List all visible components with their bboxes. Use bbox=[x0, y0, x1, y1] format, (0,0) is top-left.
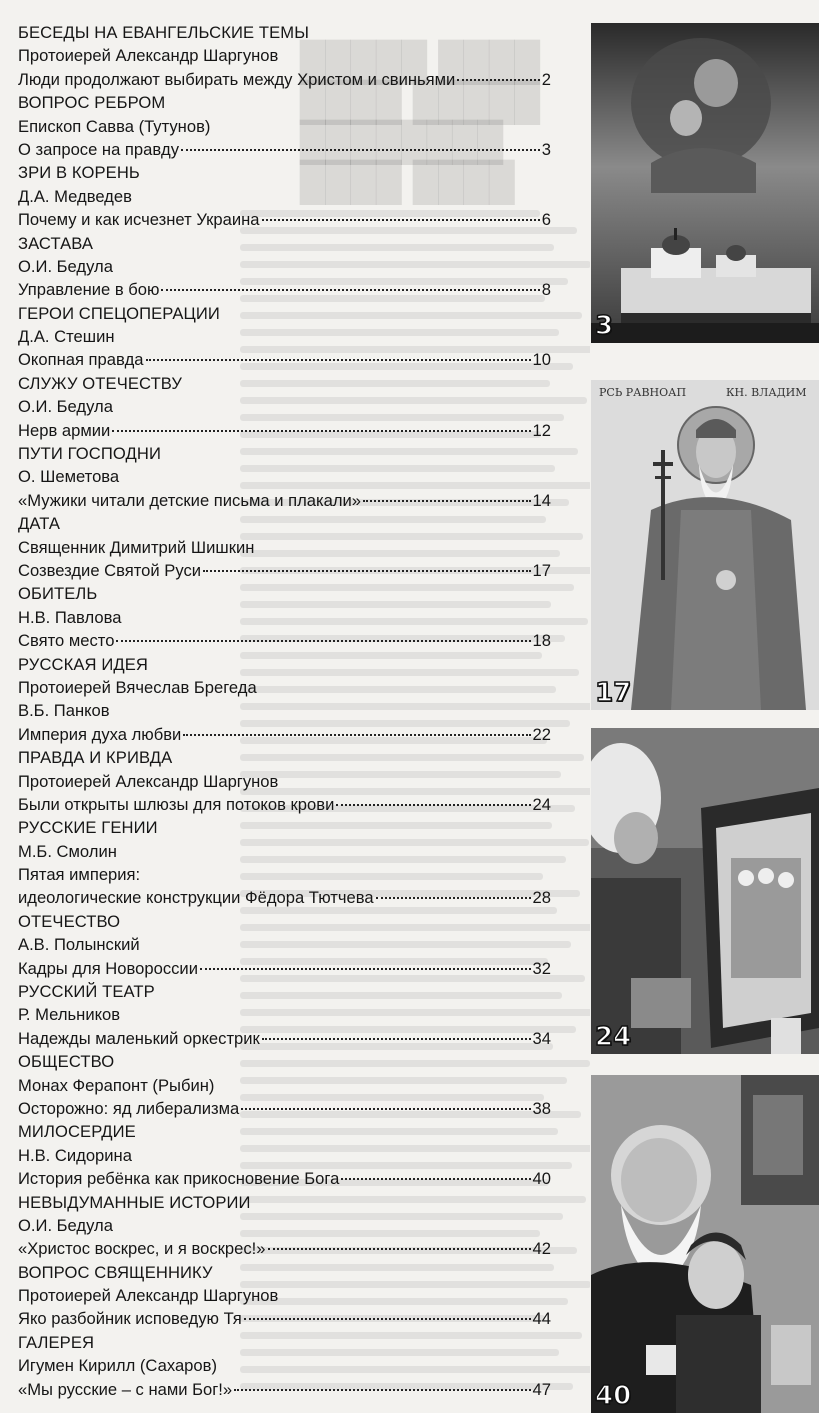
toc-entry[interactable] bbox=[18, 1378, 551, 1401]
toc-entry[interactable] bbox=[18, 1167, 551, 1190]
toc-author: О.И. Бедула bbox=[18, 1215, 113, 1235]
dot-leader bbox=[363, 499, 530, 502]
toc-entry-title: История ребёнка как прикосновение Бога bbox=[18, 1169, 340, 1189]
icon-caption-left: РСЬ РАВНОАП bbox=[599, 386, 687, 399]
toc-author: М.Б. Смолин bbox=[18, 841, 117, 861]
toc-section-heading: ВОПРОС РЕБРОМ bbox=[18, 93, 166, 113]
photo-monastery[interactable] bbox=[591, 23, 819, 343]
dot-leader bbox=[376, 896, 531, 899]
dot-leader bbox=[112, 429, 530, 432]
dot-leader bbox=[146, 358, 531, 361]
toc-entry[interactable] bbox=[18, 348, 551, 371]
toc-section-heading: ОТЕЧЕСТВО bbox=[18, 911, 121, 931]
icon-caption-right: КН. ВЛАДИМ bbox=[726, 386, 807, 399]
toc-entry-title: О запросе на правду bbox=[18, 139, 179, 159]
photo-priest-with-boy[interactable] bbox=[591, 1075, 819, 1413]
toc-author: Епископ Савва (Тутунов) bbox=[18, 116, 211, 136]
dot-leader bbox=[234, 1388, 530, 1391]
toc-section-heading: ПРАВДА И КРИВДА bbox=[18, 748, 173, 768]
toc-author: Протоиерей Александр Шаргунов bbox=[18, 46, 279, 66]
toc-author: Протоиерей Александр Шаргунов bbox=[18, 1286, 279, 1306]
toc-entry-title: Люди продолжают выбирать между Христом и свиньями bbox=[18, 69, 456, 89]
toc-section-heading: ЗАСТАВА bbox=[18, 233, 94, 253]
toc-entry-title: Империя духа любви bbox=[18, 724, 182, 744]
toc-section-heading: РУССКАЯ ИДЕЯ bbox=[18, 654, 148, 674]
photo-saint-vladimir[interactable] bbox=[591, 380, 819, 710]
toc-entry-title: Осторожно: яд либерализма bbox=[18, 1098, 240, 1118]
toc-author: Д.А. Медведев bbox=[18, 186, 132, 206]
dot-leader bbox=[341, 1177, 530, 1180]
toc-section-heading: ОБЩЕСТВО bbox=[18, 1052, 115, 1072]
dot-leader bbox=[336, 803, 530, 806]
toc-page-number: 10 bbox=[532, 350, 551, 370]
toc-entry[interactable] bbox=[18, 1027, 551, 1050]
toc-entry[interactable] bbox=[18, 559, 551, 582]
toc-author: О.И. Бедула bbox=[18, 397, 113, 417]
toc-entry[interactable] bbox=[18, 1237, 551, 1260]
toc-entry-title: Окопная правда bbox=[18, 350, 144, 370]
toc-entry[interactable] bbox=[18, 886, 551, 909]
toc-section-heading: СЛУЖУ ОТЕЧЕСТВУ bbox=[18, 373, 183, 393]
toc-entry[interactable] bbox=[18, 957, 551, 980]
toc-author: А.В. Полынский bbox=[18, 935, 140, 955]
toc-entry[interactable] bbox=[18, 793, 551, 816]
toc-page-number: 8 bbox=[541, 280, 551, 300]
toc-section-heading: ГЕРОИ СПЕЦОПЕРАЦИИ bbox=[18, 303, 220, 323]
toc-page-number: 22 bbox=[532, 724, 551, 744]
toc-entry[interactable] bbox=[18, 278, 551, 301]
toc-section-heading: МИЛОСЕРДИЕ bbox=[18, 1122, 136, 1142]
dot-leader bbox=[161, 288, 539, 291]
toc-page-number: 34 bbox=[532, 1028, 551, 1048]
toc-page-number: 32 bbox=[532, 958, 551, 978]
toc-entry-title: «Мы русские – с нами Бог!» bbox=[18, 1379, 233, 1399]
dot-leader bbox=[268, 1247, 531, 1250]
dot-leader bbox=[241, 1107, 530, 1110]
photo-page-number: 3 bbox=[595, 311, 614, 341]
dot-leader bbox=[262, 1037, 531, 1040]
toc-entry-title: Свято место bbox=[18, 631, 115, 651]
toc-author: Протоиерей Вячеслав Брегеда bbox=[18, 677, 257, 697]
toc-entry[interactable] bbox=[18, 208, 551, 231]
toc-page-number: 18 bbox=[532, 631, 551, 651]
toc-entry-title: Нерв армии bbox=[18, 420, 111, 440]
toc-author: Игумен Кирилл (Сахаров) bbox=[18, 1356, 217, 1376]
toc-page-number: 14 bbox=[532, 490, 551, 510]
toc-author: Священник Димитрий Шишкин bbox=[18, 537, 255, 557]
toc-entry[interactable] bbox=[18, 489, 551, 512]
table-of-contents bbox=[18, 21, 551, 1401]
dot-leader bbox=[200, 967, 531, 970]
toc-section-heading: РУССКИЙ ТЕАТР bbox=[18, 982, 155, 1002]
dot-leader bbox=[181, 148, 540, 151]
toc-section-heading: НЕВЫДУМАННЫЕ ИСТОРИИ bbox=[18, 1192, 251, 1212]
toc-author: Р. Мельников bbox=[18, 1005, 121, 1025]
toc-entry[interactable] bbox=[18, 419, 551, 442]
toc-page-number: 28 bbox=[532, 888, 551, 908]
dot-leader bbox=[457, 78, 539, 81]
toc-page-number: 3 bbox=[541, 139, 551, 159]
toc-entry[interactable] bbox=[18, 138, 551, 161]
toc-author: О.И. Бедула bbox=[18, 256, 113, 276]
photo-page-number: 17 bbox=[595, 678, 632, 708]
toc-page-number: 40 bbox=[532, 1169, 551, 1189]
toc-entry-title: Управление в бою bbox=[18, 280, 160, 300]
dot-leader bbox=[244, 1317, 531, 1320]
toc-page-number: 17 bbox=[532, 560, 551, 580]
toc-section-heading: ДАТА bbox=[18, 514, 61, 534]
toc-entry-title: «Христос воскрес, и я воскрес!» bbox=[18, 1239, 266, 1259]
toc-entry[interactable] bbox=[18, 629, 551, 652]
toc-section-heading: ВОПРОС СВЯЩЕННИКУ bbox=[18, 1262, 213, 1282]
toc-entry[interactable] bbox=[18, 1307, 551, 1330]
toc-section-heading: ОБИТЕЛЬ bbox=[18, 584, 98, 604]
photo-page-number: 24 bbox=[595, 1022, 632, 1052]
toc-page-number: 44 bbox=[532, 1309, 551, 1329]
dot-leader bbox=[116, 639, 530, 642]
dot-leader bbox=[183, 733, 530, 736]
toc-page-number: 12 bbox=[532, 420, 551, 440]
saint-icon-image-icon bbox=[591, 380, 819, 710]
toc-author: О. Шеметова bbox=[18, 467, 120, 487]
toc-author: Протоиерей Александр Шаргунов bbox=[18, 771, 279, 791]
toc-author: Д.А. Стешин bbox=[18, 327, 115, 347]
toc-entry[interactable] bbox=[18, 68, 551, 91]
toc-entry[interactable] bbox=[18, 723, 551, 746]
toc-page-number: 2 bbox=[541, 69, 551, 89]
toc-page-number: 24 bbox=[532, 794, 551, 814]
toc-entry[interactable] bbox=[18, 1097, 551, 1120]
toc-section-heading: РУССКИЕ ГЕНИИ bbox=[18, 818, 158, 838]
toc-entry-title: Созвездие Святой Руси bbox=[18, 560, 202, 580]
toc-entry-title: идеологические конструкции Фёдора Тютчева bbox=[18, 888, 374, 908]
priest-with-boy-photo-icon bbox=[591, 1075, 819, 1413]
toc-page-number: 6 bbox=[541, 210, 551, 230]
toc-page-number: 42 bbox=[532, 1239, 551, 1259]
toc-entry-title: Надежды маленький оркестрик bbox=[18, 1028, 260, 1048]
toc-section-heading: ПУТИ ГОСПОДНИ bbox=[18, 444, 162, 464]
toc-section-heading: ЗРИ В КОРЕНЬ bbox=[18, 163, 140, 183]
icon-veneration-photo-icon bbox=[591, 728, 819, 1054]
toc-entry-title: Яко разбойник исповедую Тя bbox=[18, 1309, 242, 1329]
toc-page-number: 38 bbox=[532, 1098, 551, 1118]
toc-author: Н.В. Сидорина bbox=[18, 1145, 132, 1165]
toc-author: В.Б. Панков bbox=[18, 701, 110, 721]
toc-entry-title: Почему и как исчезнет Украина bbox=[18, 210, 260, 230]
toc-section-heading: ГАЛЕРЕЯ bbox=[18, 1332, 95, 1352]
photo-icon-veneration[interactable] bbox=[591, 728, 819, 1054]
photo-page-number: 40 bbox=[595, 1381, 632, 1411]
dot-leader bbox=[203, 569, 531, 572]
toc-entry-title: «Мужики читали детские письма и плакали» bbox=[18, 490, 362, 510]
toc-entry-title: Кадры для Новороссии bbox=[18, 958, 198, 978]
toc-author: Пятая империя: bbox=[18, 865, 141, 885]
toc-section-heading: БЕСЕДЫ НА ЕВАНГЕЛЬСКИЕ ТЕМЫ bbox=[18, 23, 309, 42]
monastery-photo-icon bbox=[591, 23, 819, 343]
toc-page-number: 47 bbox=[532, 1379, 551, 1399]
toc-author: Н.В. Павлова bbox=[18, 607, 122, 627]
toc-author: Монах Ферапонт (Рыбин) bbox=[18, 1075, 215, 1095]
dot-leader bbox=[262, 218, 540, 221]
toc-entry-title: Были открыты шлюзы для потоков крови bbox=[18, 794, 335, 814]
bleed-heading: ▇▇▇▇▇ ▇▇▇▇ ▇▇▇▇ ▇▇▇▇▇ ▇▇▇▇▇▇▇▇ ▇▇▇▇ ▇▇▇▇ bbox=[300, 34, 540, 205]
